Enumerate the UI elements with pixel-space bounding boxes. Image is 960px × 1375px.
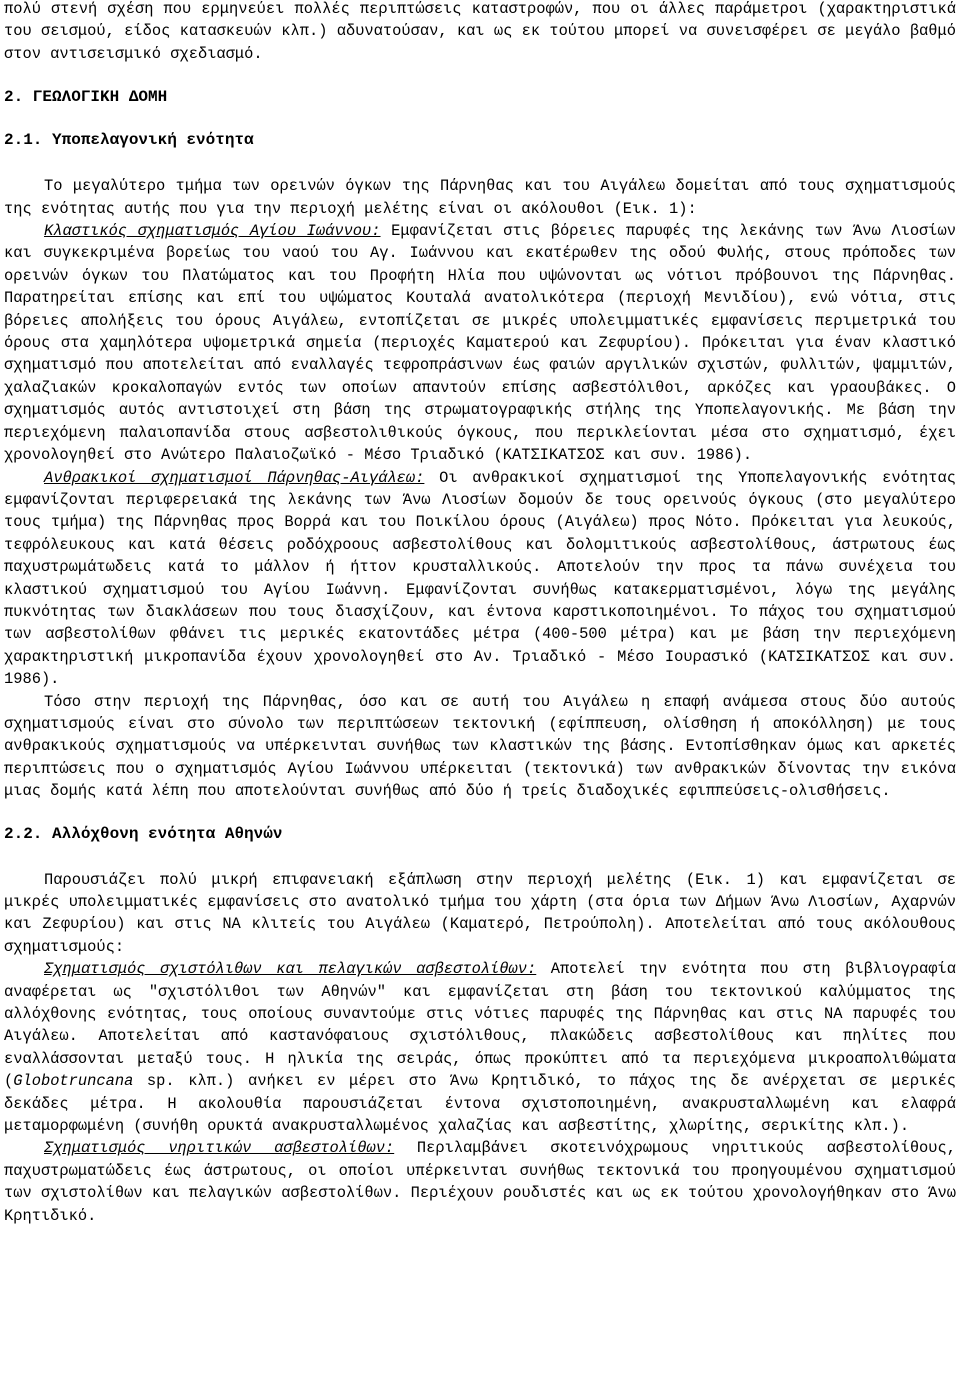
carbonate-formations-paragraph <box>4 467 956 691</box>
intro-paragraph: πολύ στενή σχέση που ερμηνεύει πολλές περιπτώσεις καταστροφών, που οι άλλες παράμετροι (χαρακτηριστικά του σεισμού, είδος κατασκευών κλπ.) αδυνατούσαν, και ως εκ τούτου μπορεί να συνεισφέρει σε μεγάλο βαθμό στον αντισεισμικό σχεδιασμό. <box>4 0 956 63</box>
schist-limestone-formation-text-b: sp. κλπ.) ανήκει εν μέρει στο Άνω Κρητιδικό, το πάχος της δε ανέρχεται σε μερικές δεκάδες μέτρα. Η ακολουθία παρουσιάζεται έντονα σχιστοποιημένη, ανακρυσταλλωμένη και ελαφρά μεταμορφωμένη (συνήθη ορυκτά ανακρυσταλλωμένος χαλαζίας και ασβεστίτης, χλωρίτης, σερικίτης κλπ.). <box>4 1072 956 1136</box>
schist-limestone-formation-term: Σχηματισμός σχιστόλιθων και πελαγικών ασβεστολίθων: <box>44 960 537 979</box>
carbonate-formations-term: Ανθρακικοί σχηματισμοί Πάρνηθας-Αιγάλεω: <box>44 468 425 487</box>
agios-ioannis-formation-term: Κλαστικός σχηματισμός Αγίου Ιωάννου: <box>44 222 381 241</box>
subpelagonian-intro-paragraph: Το μεγαλύτερο τμήμα των ορεινών όγκων της Πάρνηθας και του Αιγάλεω δομείται από τους σχηματισμούς της ενότητας αυτής που για την περιοχή μελέτης είναι οι ακόλουθοι (Εικ. 1): <box>4 177 956 218</box>
athens-unit-intro-paragraph: Παρουσιάζει πολύ μικρή επιφανειακή εξάπλωση στην περιοχή μελέτης (Εικ. 1) και εμφανίζεται σε μικρές υπολειμματικές εμφανίσεις στο ανατολικό τμήμα του χάρτη (στα όρια των Δήμων Άνω Λιοσίων, Αχαρνών και Ζεφυρίου) και στις ΝΑ κλιτείς του Αιγάλεω (Καματερό, Πετρούπολη). Αποτελείται από τους ακόλουθους σχηματισμούς: <box>4 870 956 956</box>
schist-limestone-formation-paragraph <box>4 958 956 1137</box>
carbonate-formations-text: Οι ανθρακικοί σχηματισμοί της Υποπελαγονικής ενότητας εμφανίζονται περιφερειακά της λεκάνης των Άνω Λιοσίων δομούν δε τους ορεινούς όγκους (στο μεγαλύτερο τους τμήμα) της Πάρνηθας προς Βορρά και του Ποικίλου όρους (Αιγάλεω) προς Νότο. Πρόκειται για λευκούς, τεφρόλευκους και κατά θέσεις ροδόχροους ασβεστολίθους και δολομιτικούς ασβεστολίθους, άστρωτους έως παχυστρωμάτωδεις κατά το μάλλον ή ήττον κρυσταλλικούς. Αποτελούν την προς τα πάνω συνέχεια του κλαστικού σχηματισμού του Αγίου Ιωάννη. Εμφανίζονται συνήθως κατακερματισμένοι, λόγω της μεγάλης πυκνότητας των διακλάσεων που τους διασχίζουν, και έντονα καρστικοποιημένοι. Το πάχος του σχηματισμού των ασβεστολίθων φθάνει τις μερικές εκατοντάδες μέτρα (400-500 μέτρα) και με βάση την περιεχόμενη χαρακτηριστική μικροπανίδα έχουν χρονολογηθεί στο Αν. Τριαδικό - Μέσο Ιουρασικό (ΚΑΤΣΙΚΑΤΣΟΣ και συν. 1986). <box>4 468 956 689</box>
neritic-limestone-formation-paragraph <box>4 1137 956 1227</box>
section-heading-athens-allochthonous-unit: 2.2. Αλλόχθονη ενότητα Αθηνών <box>4 824 283 843</box>
globotruncana-genus: Globotruncana <box>13 1072 134 1091</box>
neritic-limestone-formation-text: Περιλαμβάνει σκοτεινόχρωμους νηριτικούς ασβεστολίθους, παχυστρωματώδεις έως άστρωτους, οι οποίοι υπέρκεινται συνήθως τεκτονικά του προηγουμένου σχηματισμού των σχιστολίθων και πελαγικών ασβεστολίθων. Περιέχουν ρουδιστές και ως εκ τούτου χρονολογήθηκαν στο Άνω Κρητιδικό. <box>4 1139 956 1225</box>
agios-ioannis-formation-text: Εμφανίζεται στις βόρειες παρυφές της λεκάνης των Άνω Λιοσίων και συγκεκριμένα βορείως του ναού του Αγ. Ιωάννου και εκατέρωθεν της οδού Φυλής, στους πρόποδες των ορεινών όγκων του Πλατώματος και του Προφήτη Ηλία που υψώνονται ως νότιοι πρόβουνοι της Πάρνηθας. Παρατηρείται επίσης και επί του υψώματος Κουταλά ανατολικότερα (περιοχή Μενιδίου), ενώ νότια, στις βόρειες απολήξεις του όρους Αιγάλεω, εντοπίζεται σε μικρές υπολειμματικές εμφανίσεις περιμετρικά του όρους στα χαμηλότερα υψομετρικά σημεία (περιοχές Καματερού και Ζεφυρίου). Πρόκειται για έναν κλαστικό σχηματισμό που αποτελείται από εναλλαγές τεφροπράσινων έως φαιών αργιλικών σχιστών, φυλλιτών, ψαμμιτών, χαλαζιακών κροκαλοπαγών εντός των οποίων απαντούν επίσης ασβεστόλιθοι, αρκόζες και γραουβάκες. Ο σχηματισμός αυτός αντιστοιχεί στη βάση της στρωματογραφικής στήλης της Υποπελαγονικής. Με βάση την περιεχόμενη παλαιοπανίδα στους ασβεστολιθικούς όγκους, που περικλείονται μέσα στο σχηματισμό, έχει χρονολογηθεί στο Ανώτερο Παλαιοζωϊκό - Μέσο Τριαδικό (ΚΑΤΣΙΚΑΤΣΟΣ και συν. 1986). <box>4 222 957 465</box>
section-heading-subpelagonian-unit: 2.1. Υποπελαγονική ενότητα <box>4 131 254 150</box>
tectonic-contact-paragraph: Τόσο στην περιοχή της Πάρνηθας, όσο και σε αυτή του Αιγάλεω η επαφή ανάμεσα στους δύο αυτούς σχηματισμούς είναι στο σύνολο των περιπτώσεων τεκτονική (εφίππευση, ολίσθηση ή αποκόλληση) με τους ανθρακικούς σχηματισμούς να υπέρκεινται συνήθως των κλαστικών της βάσης. Εντοπίσθηκαν όμως και αρκετές περιπτώσεις που ο σχηματισμός Αγίου Ιωάννου υπέρκειται (τεκτονικά) των ανθρακικών δίνοντας την εικόνα μιας δομής κατά λέπη που αποτελούνται συνήθως από δύο ή τρείς διαδοχικές εφιππεύσεις-ολισθήσεις. <box>4 692 956 801</box>
neritic-limestone-formation-term: Σχηματισμός νηριτικών ασβεστολίθων: <box>44 1139 395 1158</box>
agios-ioannis-formation-paragraph <box>4 220 956 466</box>
schist-limestone-formation-text-a: Αποτελεί την ενότητα που στη βιβλιογραφία αναφέρεται ως "σχιστόλιθοι των Αθηνών" και εμφανίζεται στη βάση του τεκτονικού καλύμματος της αλλόχθονης ενότητας, τους οποίους συναντούμε στις νότιες παρυφές της Πάρνηθας και στις ΝΑ παρυφές του Αιγάλεω. Αποτελείται από καστανόφαιους σχιστόλιθους, πλακώδεις ασβεστολίθους και πηλίτες που εναλλάσσονται μεταξύ τους. Η ηλικία της σειράς, όπως προκύπτει από τα περιεχόμενα μικροαπολιθώματα ( <box>4 960 956 1091</box>
section-heading-geological-structure: 2. ΓΕΩΛΟΓΙΚΗ ΔΟΜΗ <box>4 88 168 107</box>
